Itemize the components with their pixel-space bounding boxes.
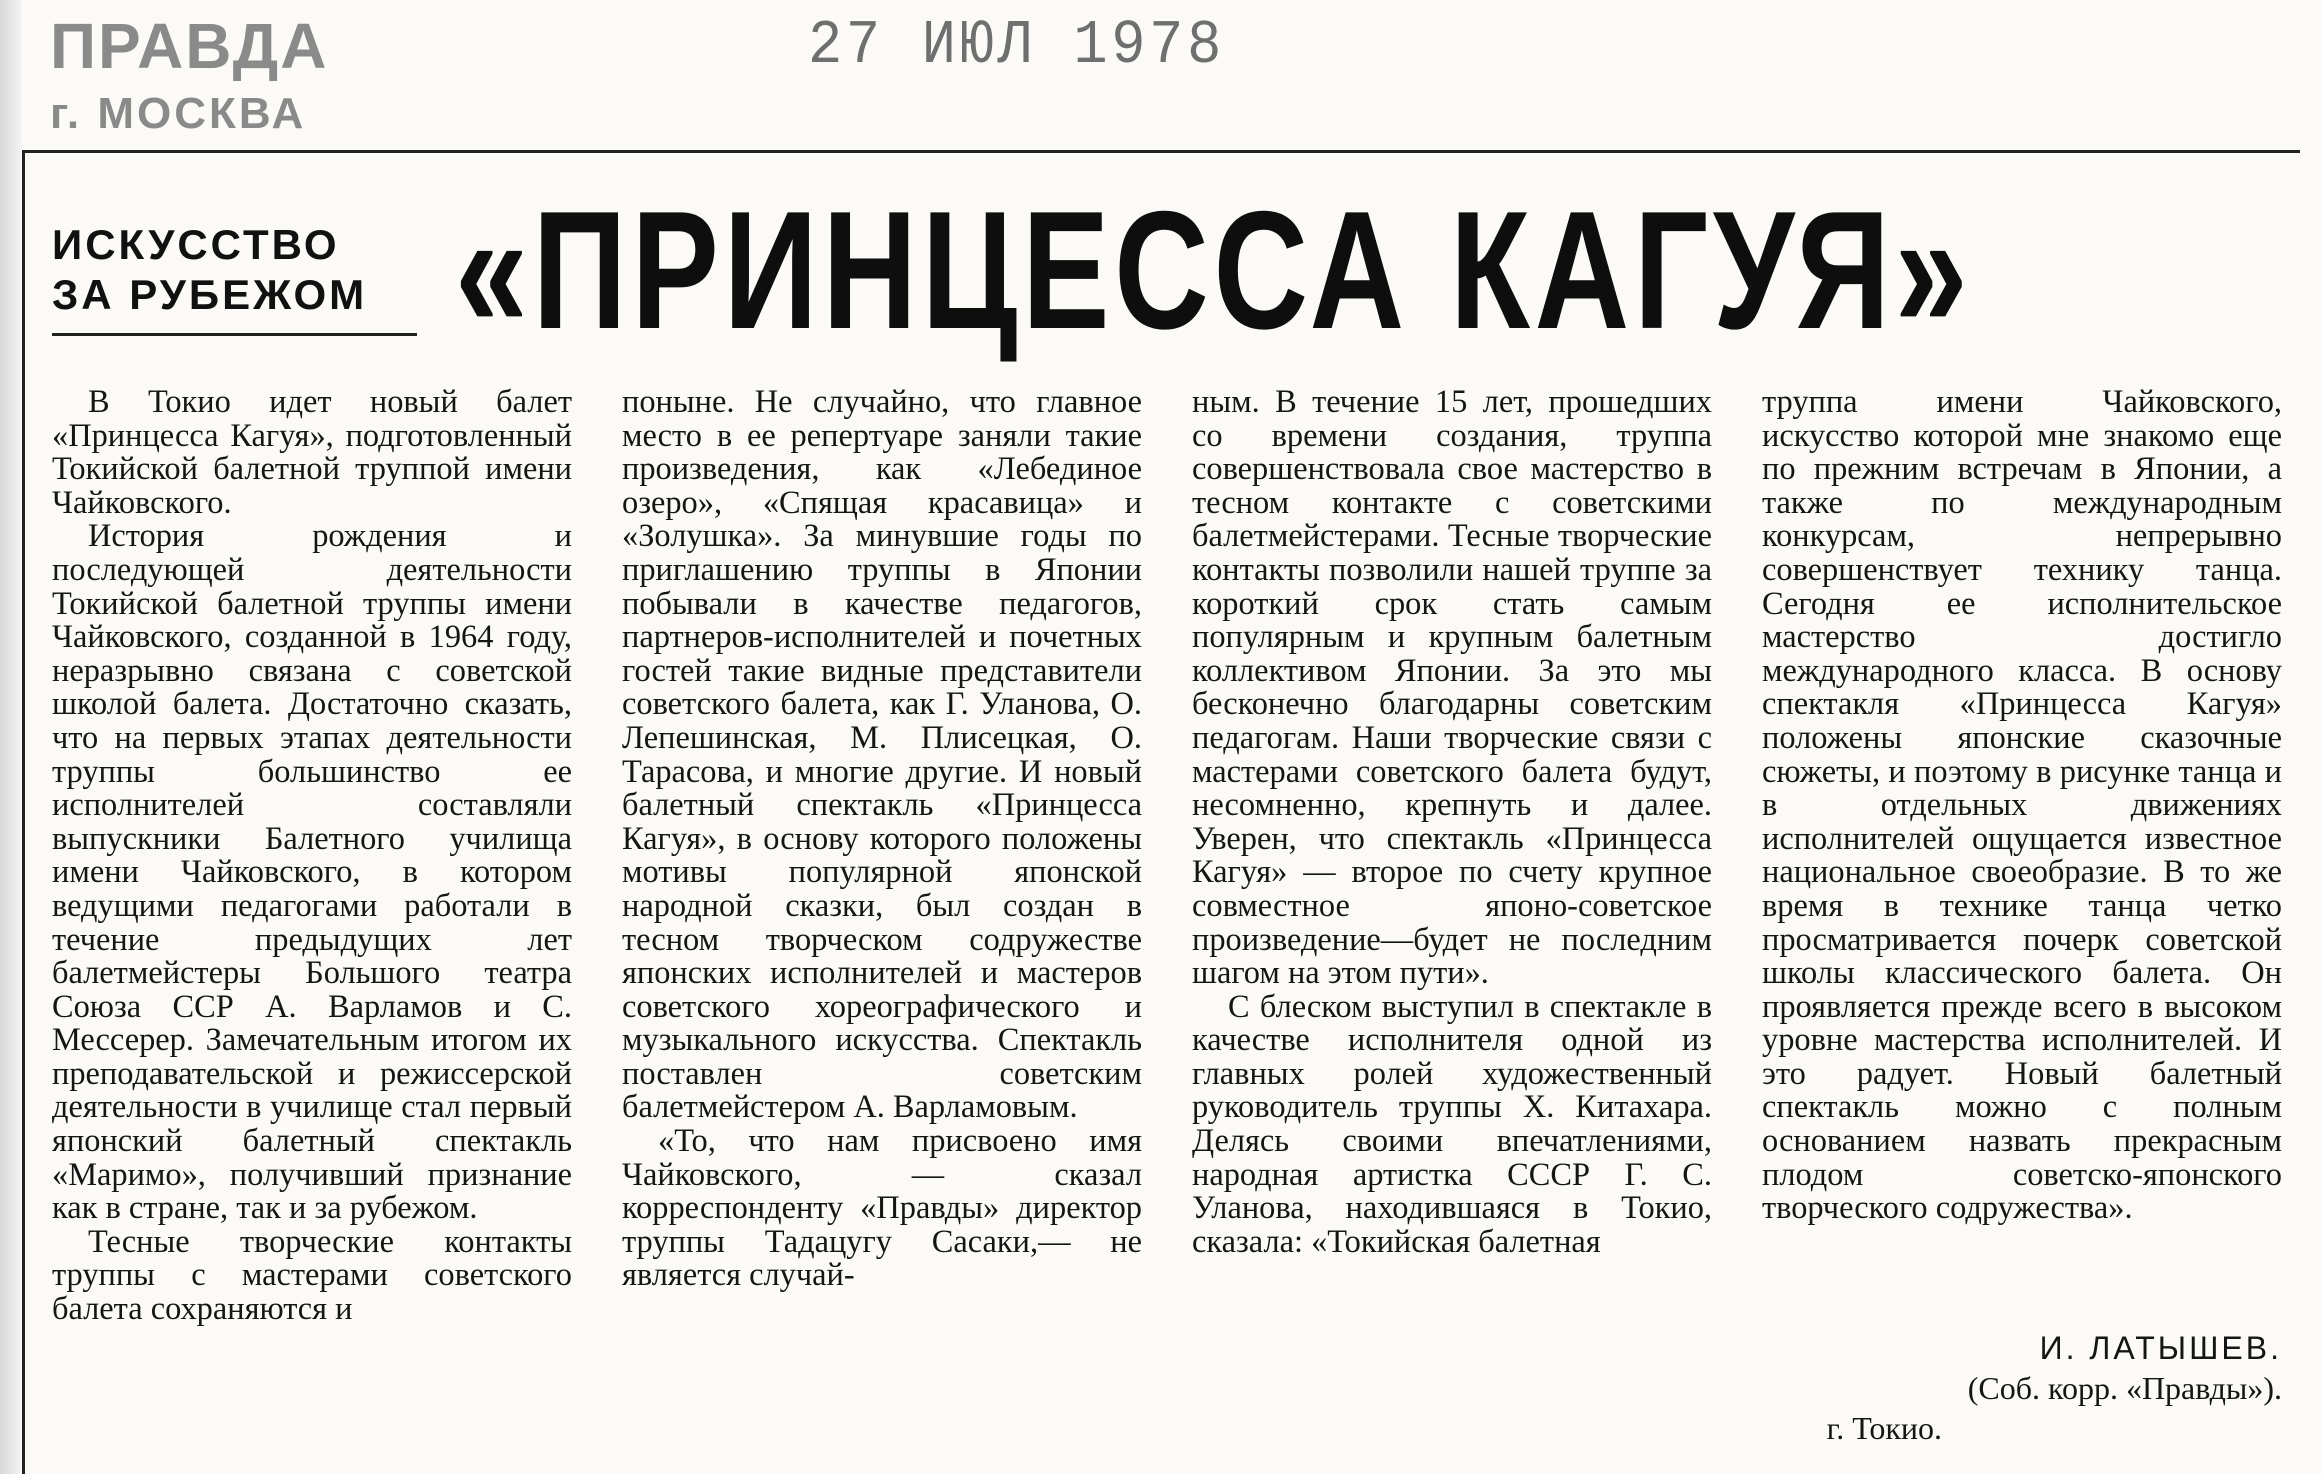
article-column-2 xyxy=(622,386,1142,1446)
article-column-3 xyxy=(1192,386,1712,1446)
paragraph: поныне. Не случайно, что главное место в ее репертуаре заняли такие произведения, как «Лебединое озеро», «Спящая красавица» и «Золушка». За минувшие годы по приглашению труппы в Японии побывали в качестве педагогов, партнеров-исполнителей и почетных гостей такие видные представители советского балета, как Г. Уланова, О. Лепешинская, М. Плисецкая, О. Тарасова, и многие другие. И новый балетный спектакль «Принцесса Кагуя», в основу которого положены мотивы популярной японской народной сказки, был создан в тесном творческом содружестве японских исполнителей и мастеров советского хореографического и музыкального искусства. Спектакль поставлен советским балетмейстером А. Варламовым. xyxy=(622,384,1142,1126)
top-rule xyxy=(22,150,2300,153)
author-role: (Соб. корр. «Правды»). xyxy=(1967,1370,2282,1406)
date-stamp: 27 ИЮЛ 1978 xyxy=(808,10,1226,81)
article-column-1 xyxy=(52,386,572,1446)
masthead-stamp xyxy=(50,10,328,142)
page-edge xyxy=(0,0,22,1474)
paragraph: История рождения и последующей деятельности Токийской балетной труппы имени Чайковского, созданной в 1964 году, неразрывно связана с советской школой балета. Достаточно сказать, что на первых этапах деятельности труппы большинство ее исполнителей составляли выпускники Балетного училища имени Чайковского, в котором ведущими педагогами работали в течение предыдущих лет балетмейстеры Большого театра Союза ССР А. Варламов и С. Мессерер. Замечательным итогом их преподавательской и режиссерской деятельности в училище стал первый японский балетный спектакль «Маримо», получивший признание как в стране, так и за рубежом. xyxy=(52,518,572,1227)
paragraph: труппа имени Чайковского, искусство которой мне знакомо еще по прежним встречам в Японии, а также по международным конкурсам, непрерывно совершенствует технику танца. Сегодня ее исполнительское мастерство достигло международного класса. В основу спектакля «Принцесса Кагуя» положены японские сказочные сюжеты, и поэтому в рисунке танца и в отдельных движениях исполнителей ощущается известное национальное своеобразие. В то же время в технике танца четко просматривается почерк советской школы классического балета. Он проявляется прежде всего в высоком уровне мастерства исполнителей. И это радует. Новый балетный спектакль можно с полным основанием назвать прекрасным плодом советско-японского творческого содружества». xyxy=(1762,384,2282,1227)
rubric-line-1: ИСКУССТВО xyxy=(52,221,340,268)
article-headline: «ПРИНЦЕССА КАГУЯ» xyxy=(455,176,1973,364)
author-name: И. ЛАТЫШЕВ. xyxy=(2039,1330,2282,1366)
paragraph: В Токио идет новый балет «Принцесса Кагуя», подготовленный Токийской балетной труппой имени Чайковского. xyxy=(52,384,572,521)
rubric-underline xyxy=(52,333,417,336)
left-rule xyxy=(22,150,25,1474)
article-body xyxy=(52,386,2302,1446)
paragraph: Тесные творческие контакты труппы с мастерами советского балета сохраняются и xyxy=(52,1223,572,1328)
newspaper-name: ПРАВДА xyxy=(50,10,329,82)
newspaper-city: г. МОСКВА xyxy=(50,89,307,138)
paragraph: «То, что нам присвоено имя Чайковского, — сказал корреспонденту «Правды» директор труппы Тадацугу Сасаки,— не является случай- xyxy=(622,1123,1142,1294)
article-column-4 xyxy=(1762,386,2282,1446)
byline xyxy=(1827,1330,2282,1446)
paragraph: С блеском выступил в спектакле в качестве исполнителя одной из главных ролей художественный руководитель труппы Х. Китахара. Делясь своими впечатлениями, народная артистка СССР Г. С. Уланова, находившаяся в Токио, сказала: «Токийская балетная xyxy=(1192,988,1712,1260)
paragraph: ным. В течение 15 лет, прошедших со времени создания, труппа совершенствовала свое мастерство в тесном контакте с советскими балетмейстерами. Тесные творческие контакты позволили нашей труппе за короткий срок стать самым популярным и крупным балетным коллективом Японии. За это мы бесконечно благодарны советским педагогам. Наши творческие связи с мастерами советского балета будут, несомненно, крепнуть и далее. Уверен, что спектакль «Принцесса Кагуя» — второе по счету крупное совместное японо-советское произведение—будет не последним шагом на этом пути». xyxy=(1192,384,1712,992)
rubric-line-2: ЗА РУБЕЖОМ xyxy=(52,271,368,318)
rubric xyxy=(52,220,367,320)
dateline-place: г. Токио. xyxy=(1826,1410,1942,1446)
